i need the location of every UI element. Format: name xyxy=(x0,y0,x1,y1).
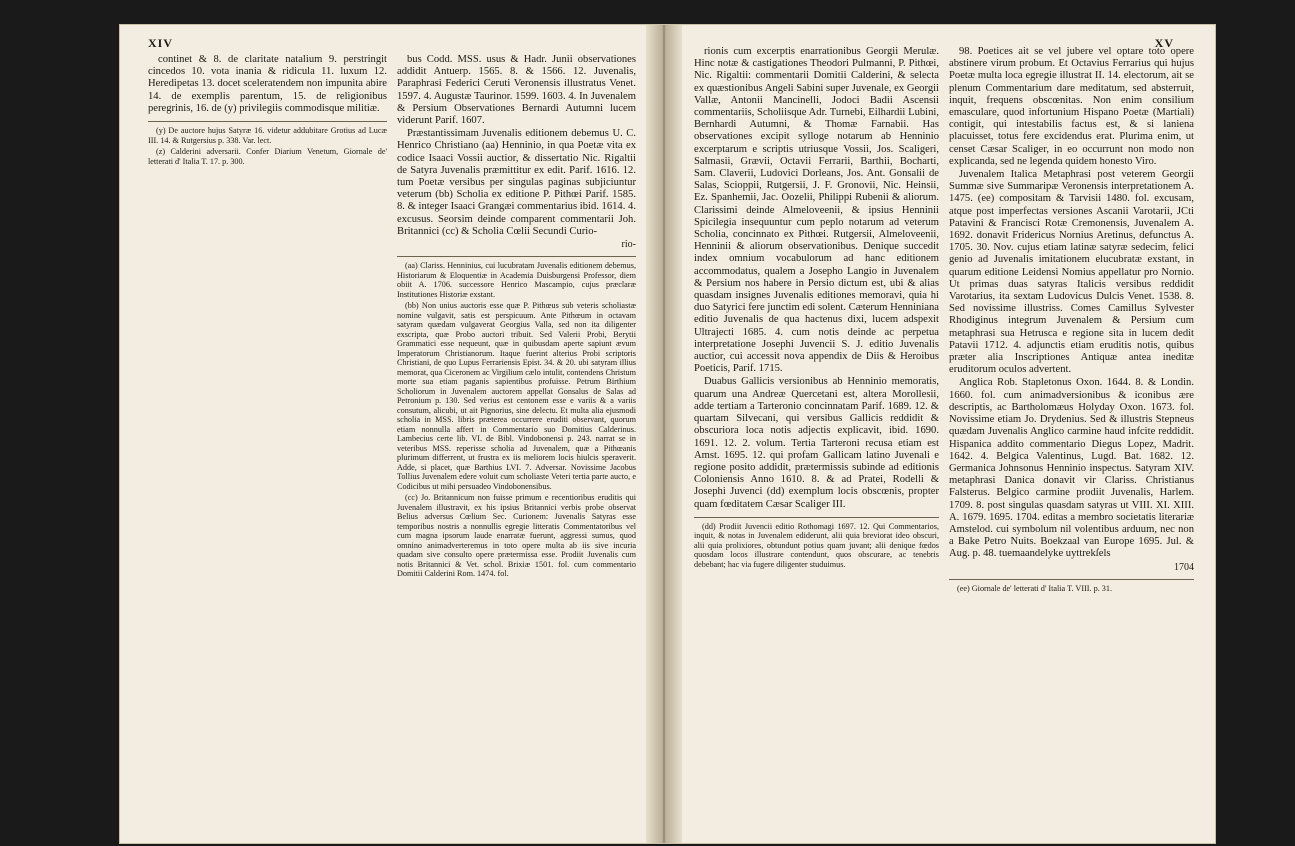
catchword: rio- xyxy=(621,239,636,251)
paragraph: Juvenalem Italica Metaphrasi post veterem Georgii Summæ sive Summaripæ Veronensis interpretationem A. 1475. (ee) compositam & Tarvisii 1480. fol. excusam, atque post imperfectas versiones Ascanii Varotarii, JCti Patavini & Francisci Rotæ Cremonensis, Juvenalem A. 1692. donavit Fridericus Nornius Aretinus, defunctus A. 1705. 30. Nov. cujus etiam latinæ satyræ sedecim, felici genio ad Juvenalis imitationem elucubratæ exstant, in quarum editione Leidensi Nomius appellatur pro Nornio. Ut primas duas satyras Italicis versibus reddidit Varotarius, ita sextam Ludovicus Dulcis Venet. 1538. 8. Sed novissime illustriss. Comes Camillus Sylvester Rhodiginus integrum Juvenalem & Persium cum metaphrasi sua Hetrusca e regione sita in lucem dedit Patavii 1712. 4. adjunctis etiam eruditis notis, quibus præter alia Inscriptiones Antiquæ antea ineditæ eruditorum oculos advertent. xyxy=(949,169,1194,376)
page-number-right: XV xyxy=(1154,37,1174,50)
footnote-rule xyxy=(949,579,1194,580)
page-number-left: XIV xyxy=(148,37,174,50)
paragraph: Præstantissimam Juvenalis editionem debemus U. C. Henrico Christiano (aa) Henninio, in qua Poetæ vita ex codice Isaaci Vossii auctior, & dissertatio Nic. Rigaltii de Satyra Juvenalis præmittitur ex edit. Parif. 1616. 12. tum Poetæ versibus per singulas paginas subjiciuntur veterum (bb) Scholia ex editione P. Pithœi Parif. 1585. 8. & integer Isaaci Grangæi commentarius ibid. 1614. 4. excusus. Seorsim deinde comparent commentarii Joh. Britannici (cc) & Scholia Cœlii Secundi Curio- xyxy=(397,128,636,237)
footnote: (y) De auctore hujus Satyræ 16. videtur addubitare Grotius ad Lucæ III. 14. & Rutgersius p. 338. Var. lect. xyxy=(148,126,387,145)
paragraph: rionis cum excerptis enarrationibus Georgii Merulæ. Hinc notæ & castigationes Theodori Pulmanni, P. Pithœi, Nic. Rigaltii: commentarii Domitii Calderini, & selecta ex quæstionibus Angeli Sabini super Juvenale, ex Georgii Vallæ, Antonii Mancinelli, Jodoci Badii Ascensii commentariis, Scholiisque Adr. Turnebi, Eilhardii Lubini, Bernhardi Autumni, & Thomæ Farnabii. Has observationes excipit sylloge notarum ab Henninio excerptarum e scriptis utriusque Vossii, Jos. Scaligeri, Salmasii, Grævii, Octavii Ferrarii, Barthii, Bocharti, Sam. Claverii, Ludovici Dorleans, Jos. Ant. Gonsalii de Salas, Scioppii, Rutgersii, J. F. Gronovii, Nic. Heinsii, Ez. Spanhemii, Jac. Oozelii, Philippi Rubenii & aliorum. Clarissimi deinde Almeloveenii, & ipsius Henninii Spicilegia insequuntur cum peplo notarum ad veterum Scholia, concinnato ex Pithœi. Rutgersii, Almeloveenii, Henninii & aliorum observationibus. Denique succedit index omnium vocabulorum ad hanc editionem accommodatus, qualem a Josepho Langio in Juvenalem & Persium nos habere in Persio dictum est, ubi & alias quasdam insignes Juvenalis editiones memoravi, quia hi duo Satyrici fere junctim edi solent. Cæterum Henniniana editio Juvenalis de qua hactenus dixi, lucem adspexit Ultrajecti 1685. 4. cum notis deinde ac perpetua interpretatione Josephi Juvencii S. J. editio Juvenalis auctior, cui accessit nova appendix de Diis & Heroibus Poeticis, Parif. 1715. xyxy=(694,46,939,375)
footnote-rule xyxy=(148,121,387,122)
paragraph: Anglica Rob. Stapletonus Oxon. 1644. 8. & Londin. 1660. fol. cum animadversionibus & iconibus ære descriptis, ac Bartholomæus Holyday Oxon. 1673. fol. Novissime etiam Jo. Drydenius. Sed & illustris Stepneus quædam Juvenalis Anglico carmine haud infcite reddidit. Hispanica addito commentario Diegus Lopez, Madrit. 1642. 4. Belgica Valentinus, Lugd. Bat. 1682. 12. Germanica Johnsonus Henninio inspectus. Satyram XIV. metaphrasi Danica donavit vir Clariss. Christianus Falsterus. Belgico carmine prodiit Juvenalis, Harlem. 1709. 8. post singulas quasdam satyras ut VIII. XI. XIII. A. 1679. 1695. 1704. editas a membro societatis literariæ Amstelod. cui symbolum nil volentibus arduum, nec non a Bake Petro Nuits. Boekzaal van Europe 1695. Jul. & Aug. p. 48. tuemaandelyke uyttrekſels xyxy=(949,377,1194,560)
left-column-1 xyxy=(148,54,387,581)
right-col2-footnotes xyxy=(949,584,1194,594)
book-spread xyxy=(120,25,1215,843)
left-column-2 xyxy=(397,54,636,581)
left-col1-footnotes xyxy=(148,126,387,166)
right-col2-body xyxy=(949,46,1194,561)
footnote: (bb) Non unius auctoris esse quæ P. Pithœus sub veteris scholiastæ nomine vulgavit, satis est perspicuum. Ante Pithœum in octavam satyram quædam vulgaverat Georgius Valla, sed non ita diligenter exscripta, quæ Probo auctori tribuit. Sed Valerii Probi, Berytii Grammatici esse nequeunt, quæ in quibusdam aperte sapiunt ævum Imperatorum Christianorum. Itaque fuerint alterius Probi scriptoris Christiani, de quo Lupus Ferrariensis Epist. 34. & 20. ubi satyram illius memorat, qua Ciceronem ac Virgilium cælo intulit, contendens Christum morte sua etiam paganis sapientibus profuisse. Petrum Birthium Scholiorum in Juvenalem auctorem appellat Gonsalus de Salas ad Petronium p. 130. Sed verius est centonem esse e variis & a variis consutum, alicubi, ut ait Pignorius, sine delectu. Et multa alia ejusmodi scholia in MSS. libris præterea occurrere eruditi observant, quorum etiam nonnulla affert in Commentario suo Domitius Calderinus. Lambecius certe lib. VI. de Bibl. Vindobonensi p. 243. narrat se in veteribus MSS. reperisse scholia ad Juvenalem, quæ a Pithœanis plurimum differrent, ut frustra ex iis meliorem locis hiulcis speraverit. Adde, si placet, quæ Barthius LVI. 7. Adversar. Novissime Jacobus Tollius Juvenalem edere voluit cum scholiaste Veteri tertia parte aucto, e Codicibus ut mihi persuadeo Vindobonensibus. xyxy=(397,301,636,491)
paragraph: 98. Poetices ait se vel jubere vel optare toto opere abstinere virum probum. Et Octavius Ferrarius qui hujus Poetæ multa loca egregie illustrat II. 14. electorum, ait se plenum Commentarium dare meditatum, sed absterruit, inquit, frequens obscœnitas. Non enim consilium emasculare, quod infortunium Hispano Poetæ (Martiali) contigit, qui intestabilis factus est, & si laniena placuisset, totus fere excidendus erat. Plurima enim, ut censet Cæsar Scaliger, in eo occurrunt non modo non explicanda, sed ne legenda quidem honesto Viro. xyxy=(949,46,1194,167)
right-col1-body xyxy=(694,46,939,511)
book-gutter xyxy=(646,25,682,843)
left-page xyxy=(148,37,636,837)
right-column-2 xyxy=(949,46,1194,595)
catchword: 1704 xyxy=(1174,561,1194,573)
footnote-rule xyxy=(694,517,939,518)
left-col2-body xyxy=(397,54,636,238)
paragraph: Duabus Gallicis versionibus ab Henninio memoratis, quarum una Andreæ Quercetani est, altera Morollesii, adde tertiam a Tarteronio concinnatam Parif. 1689. 12. & quartam Silvecani, qui versibus Gallicis reddidit & obscuriora loca notis adjectis explicavit, ibid. 1690. 1691. 12. 2. volum. Tertia Tarteroni recusa etiam est Amst. 1695. 12. qui profam Gallicam latino Juvenali e regione posito addidit, prætermissis subinde ad editionis Coloniensis Anno 1610. 8. & ad Pratei, Rodelli & Josephi Juvenci (dd) exemplum locis obscœnis, propter quam fœditatem Cæsar Scaliger III. xyxy=(694,376,939,510)
footnote: (aa) Clariss. Henninius, cui lucubratam Juvenalis editionem debemus, Historiarum & Eloquentiæ in Academia Duisburgensi Professor, diem obiit A. 1706. successore Henrico Mascampio, cujus præclaræ Institutiones Historiæ exstant. xyxy=(397,261,636,299)
right-column-1 xyxy=(694,46,939,595)
footnote-rule xyxy=(397,256,636,257)
footnote: (z) Calderini adversarii. Confer Diarium Venetum, Giornale de' letterati d' Italia T. 17. p. 300. xyxy=(148,147,387,166)
left-col1-body xyxy=(148,54,387,115)
paragraph: continet & 8. de claritate natalium 9. perstringit cincedos 10. vota inania & ridicula 11. luxum 12. Heredipetas 13. docet sceleratendem non impunita abire 14. de exemplis parentum, 15. de religionibus peregrinis, 16. de (y) privilegiis commodisque militiæ. xyxy=(148,54,387,114)
footnote: (cc) Jo. Britannicum non fuisse primum e recentioribus eruditis qui Juvenalem illustravit, ex his ipsius Britannici verbis probe observat Belius adversus Cœlium Sec. Curionem: Juvenalis Satyras esse temporibus nostris a nonnullis egregie litteratis Commentatoribus vel cum magna ipsorum laude enarratæ fuerunt, aggressi sumus, quod omnino animadverteremus in toto opere multa ab iis sive incuria quadam sive consulto opere prætermissa esse. Prodiit Juvenalis cum notis Britannici & Vet. schol. Brixiæ 1501. fol. cum commentario Domitii Calderini Rom. 1474. fol. xyxy=(397,493,636,579)
footnote: (dd) Prodiit Juvencii editio Rothomagi 1697. 12. Qui Commentarios, inquit, & notas in Juvenalem ediderunt, alii quia breviorat ideo obscuri, alii quia prolixiores, obtundunt potius quam juvant; alii denique fœdos quosdam locos illustrare contendunt, quos obscurare, ac tenebris debebant; hac via fugere diligenter studuimus. xyxy=(694,521,939,569)
paragraph: bus Codd. MSS. usus & Hadr. Junii observationes addidit Antuerp. 1565. 8. & 1566. 12. Juvenalis, Paraphrasi Federici Ceruti Veronensis illustratus Venet. 1597. 4. Augustæ Taurinor. 1599. 1603. 4. In Juvenalem & Persium Observationes Bernardi Autumni lucem viderunt Parif. 1607. xyxy=(397,54,636,127)
right-col1-footnotes xyxy=(694,522,939,570)
left-col2-footnotes xyxy=(397,261,636,579)
footnote: (ee) Giornale de' letterati d' Italia T. VIII. p. 31. xyxy=(957,583,1113,593)
right-page xyxy=(694,37,1194,837)
